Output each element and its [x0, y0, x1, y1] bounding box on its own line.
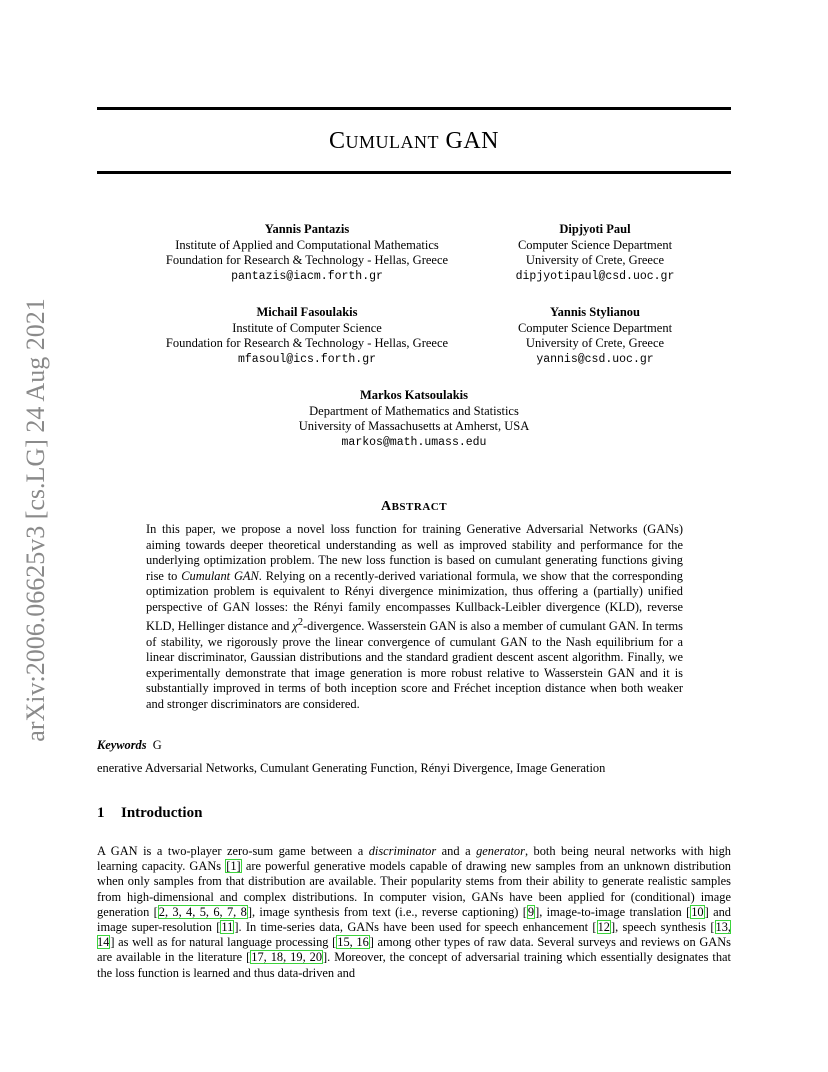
author-affiliation: Foundation for Research & Technology - Hellas, Greece — [165, 253, 449, 267]
author-email: dipjyotipaul@csd.uoc.gr — [515, 269, 675, 283]
citation-link[interactable]: 12 — [597, 920, 610, 935]
section-title: Introduction — [121, 805, 203, 821]
section-heading-introduction — [97, 805, 202, 822]
author-affiliation: Department of Mathematics and Statistics — [309, 403, 519, 418]
author-affiliation: Computer Science Department — [517, 320, 673, 335]
keywords-first-letter: G — [152, 738, 162, 752]
section-number: 1 — [97, 805, 105, 821]
citation-link[interactable]: 15, 16 — [337, 935, 369, 950]
author-name: Dipjyoti Paul — [559, 222, 631, 236]
title-top-rule — [97, 107, 731, 110]
citation-link[interactable]: 13, 14 — [97, 920, 731, 950]
author-block-stylianou — [495, 305, 695, 367]
citation-link[interactable]: 11 — [221, 920, 234, 935]
citation-link[interactable]: 2, 3, 4, 5, 6, 7, 8 — [158, 904, 247, 919]
keywords-line — [97, 738, 731, 753]
abstract-heading: ABSTRACT — [380, 499, 448, 514]
author-name: Michail Fasoulakis — [256, 305, 358, 319]
paper-title: CUMULANT GAN — [328, 128, 499, 154]
author-block-pantazis — [142, 222, 472, 284]
author-email: pantazis@iacm.forth.gr — [231, 269, 383, 283]
chi-symbol: χ — [292, 619, 298, 634]
citation-link[interactable]: 17, 18, 19, 20 — [251, 950, 323, 965]
superscript: 2 — [297, 617, 304, 628]
citation-link[interactable]: 9 — [527, 904, 535, 919]
keywords-list: enerative Adversarial Networks, Cumulant Generating Function, Rényi Divergence, Image Generation — [97, 761, 606, 775]
author-block-paul — [495, 222, 695, 284]
keywords-label: Keywords — [97, 738, 147, 752]
arxiv-watermark: arXiv:2006.06625v3 [cs.LG] 24 Aug 2021 — [21, 298, 50, 742]
title-bottom-rule — [97, 171, 731, 174]
author-affiliation: Institute of Computer Science — [232, 320, 382, 335]
author-email: markos@math.umass.edu — [341, 435, 487, 449]
citation-link[interactable]: 10 — [691, 904, 704, 919]
author-affiliation: University of Crete, Greece — [525, 253, 665, 267]
abstract-text: In this paper, we propose a novel loss function for training Generative Adversarial Networks (GANs) aiming towards deeper theoretical understanding as well as improved stability and performance for the underlying optimization problem. The new loss function is based on cumulant generating functions giving rise to Cumulant GAN. Relying on a recently-derived variational formula, we show that the corresponding optimization problem is equivalent to Rényi divergence minimization, thus offering a (partially) unified perspective of GAN losses: the Rényi family encompasses Kullback-Leibler divergence (KLD), reverse KLD, Hellinger distance and $\chi^2$-divergence. Wasserstein GAN is also a member of cumulant GAN. In terms of stability, we rigorously prove the linear convergence of cumulant GAN to the Nash equilibrium for a linear discriminator, Gaussian distributions and the standard gradient descent ascent algorithm. Finally, we experimentally demonstrate that image generation is more robust relative to Wasserstein GAN and it is substantially improved in terms of both inception score and Fréchet inception distance when both weaker and stronger discriminators are considered. — [146, 522, 683, 711]
author-block-fasoulakis — [142, 305, 472, 367]
emphasis: Cumulant GAN — [181, 568, 259, 583]
author-affiliation: Computer Science Department — [517, 237, 673, 252]
author-name: Yannis Pantazis — [264, 222, 350, 236]
citation-link[interactable]: [1] — [226, 859, 241, 874]
author-email: yannis@csd.uoc.gr — [536, 352, 654, 366]
author-affiliation: Institute of Applied and Computational Mathematics — [175, 237, 439, 252]
author-affiliation: University of Massachusetts at Amherst, USA — [298, 419, 530, 433]
author-block-katsoulakis — [264, 388, 564, 450]
author-email: mfasoul@ics.forth.gr — [237, 352, 377, 366]
introduction-paragraph: A GAN is a two-player zero-sum game between a discriminator and a generator, both being neural networks with high learning capacity. GANs [1] are powerful generative models capable of drawing new samples from an unknown distribution when only samples from that distribution are available. Their popularity stems from their ability to generate realistic samples from high-dimensional and complex distributions. In computer vision, GANs have been applied for (conditional) image generation [2, 3, 4, 5, 6, 7, 8], image synthesis from text (i.e., reverse captioning) [9], image-to-image translation [10] and image super-resolution [11]. In time-series data, GANs have been used for speech enhancement [12], speech synthesis [13, 14] as well as for natural language processing [15, 16] among other types of raw data. Several surveys and reviews on GANs are available in the literature [17, 18, 19, 20]. Moreover, the concept of adversarial training which essentially designates that the loss function is learned and thus data-driven and — [97, 844, 731, 980]
author-affiliation: Foundation for Research & Technology - Hellas, Greece — [165, 336, 449, 350]
author-name: Markos Katsoulakis — [359, 388, 468, 402]
author-name: Yannis Stylianou — [550, 305, 640, 319]
author-affiliation: University of Crete, Greece — [525, 336, 665, 350]
